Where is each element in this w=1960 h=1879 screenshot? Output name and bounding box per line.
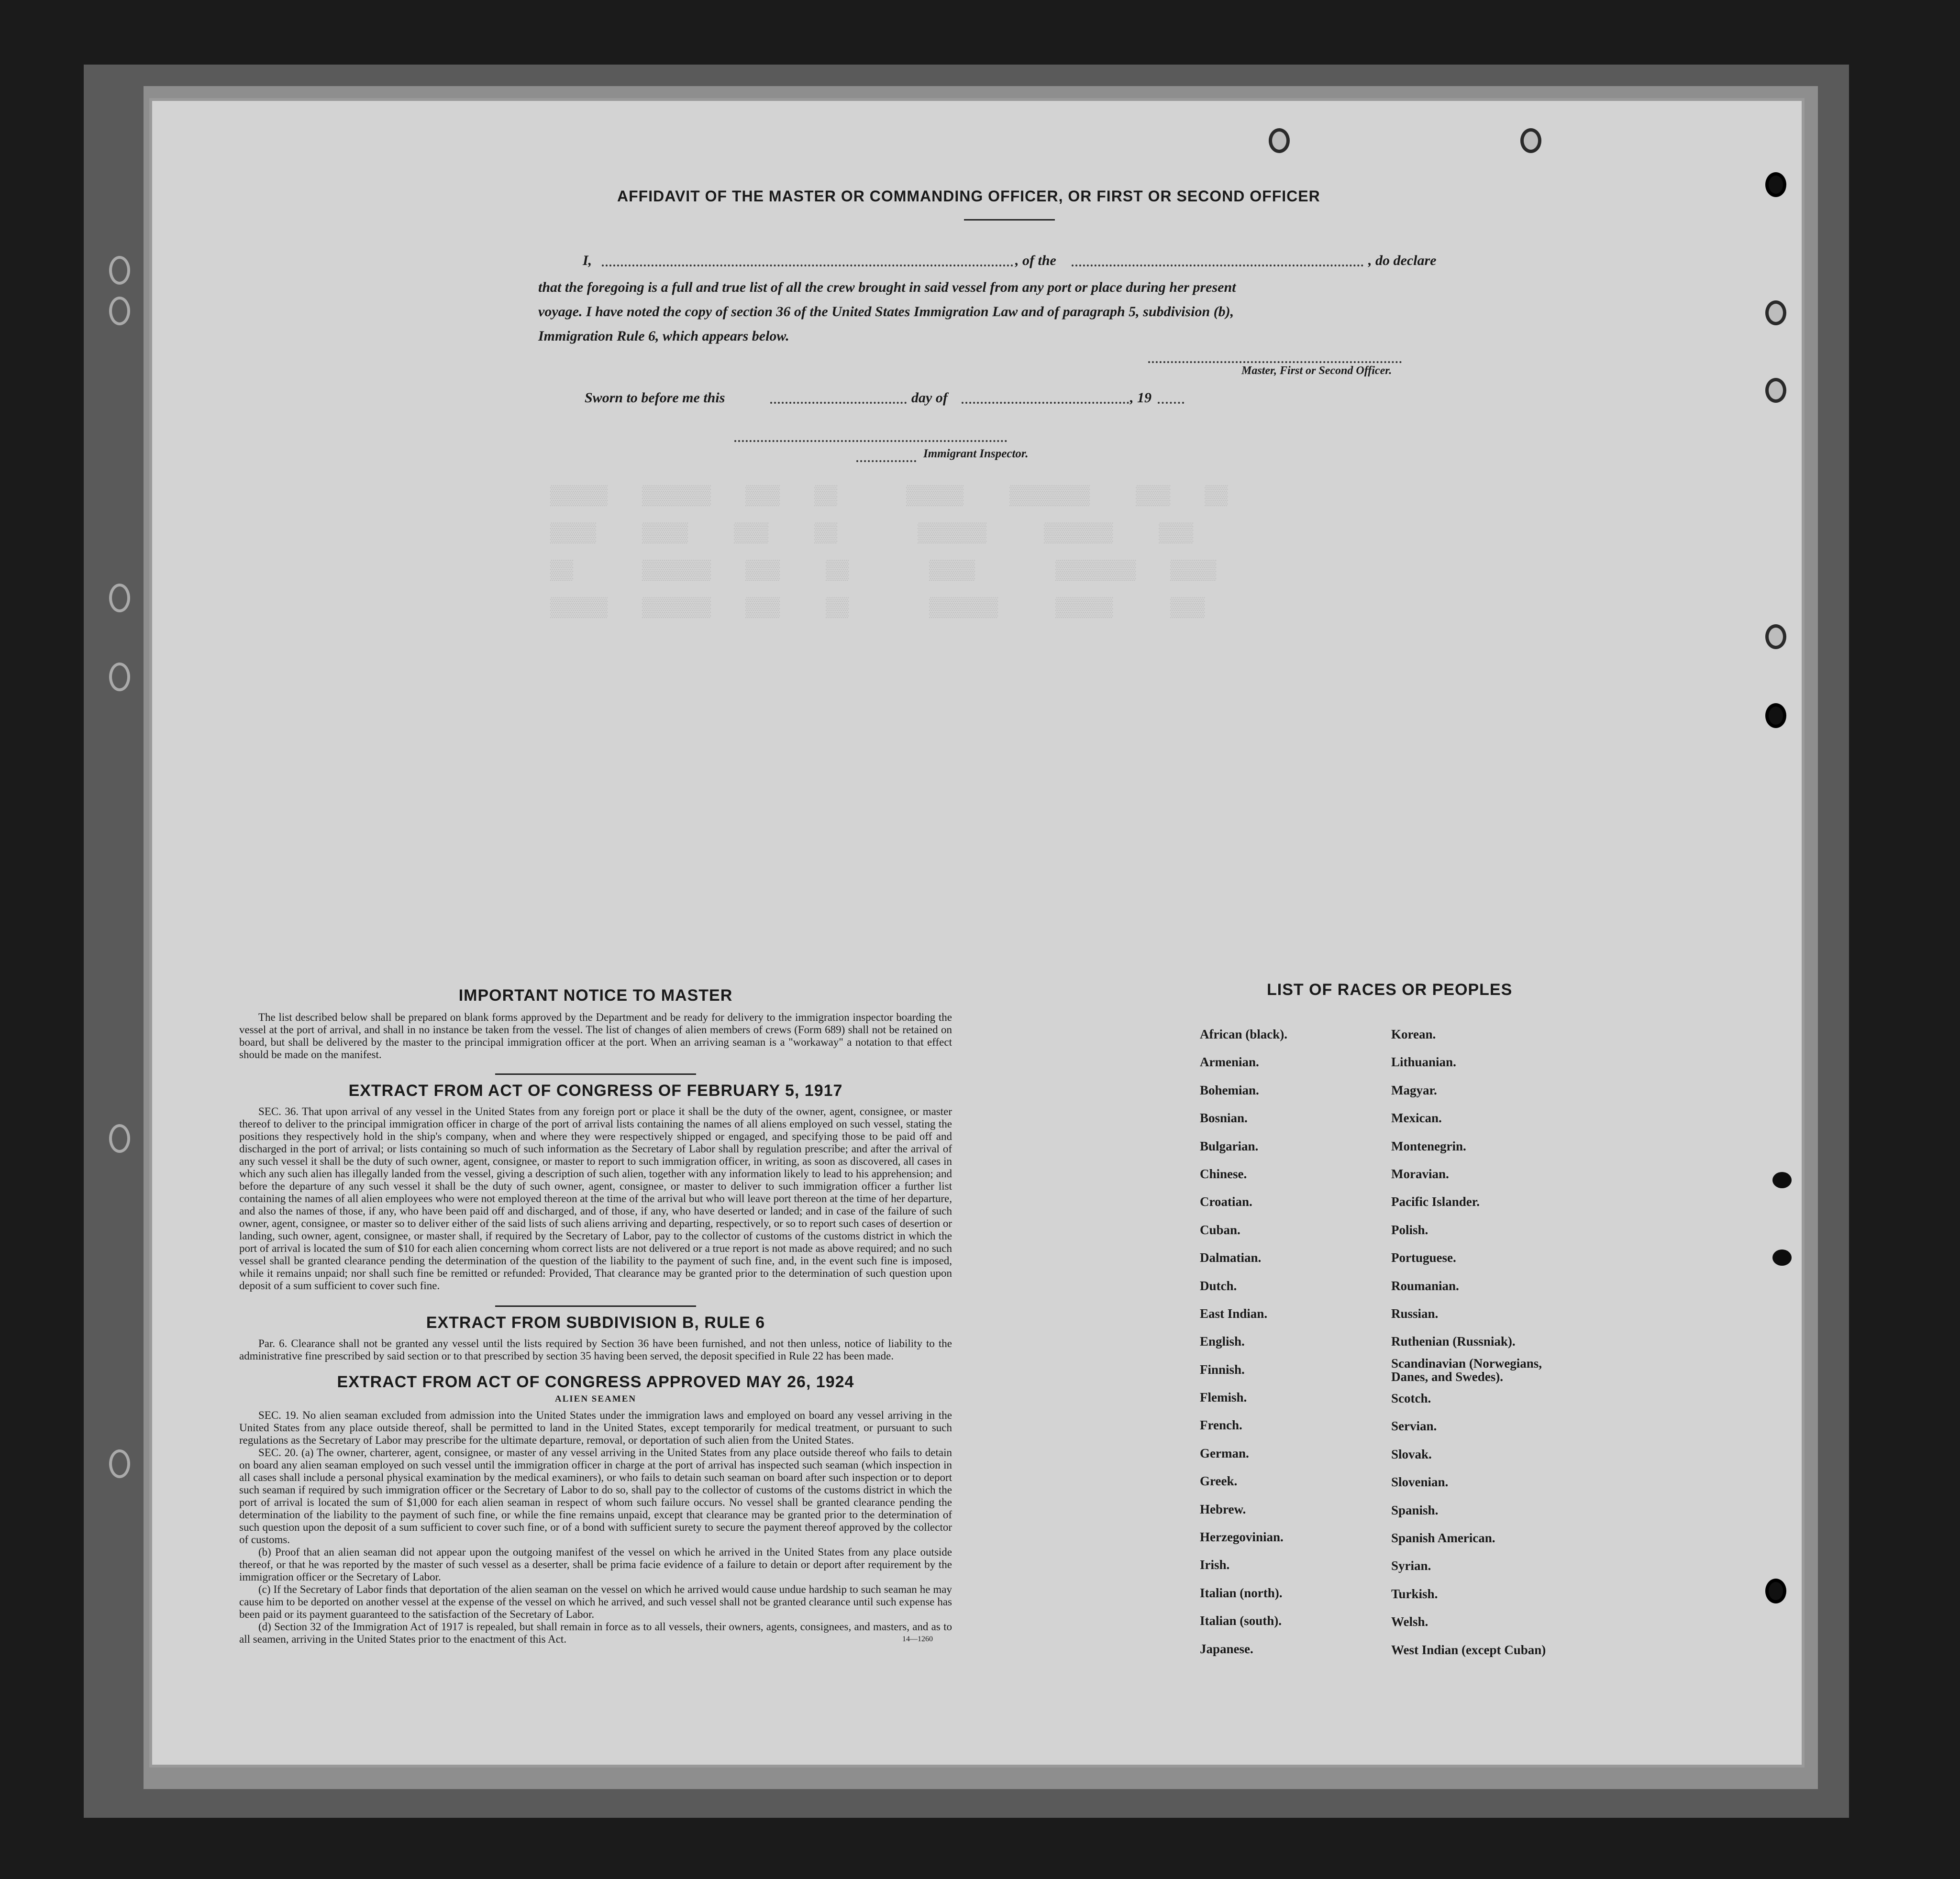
form-number: 14—1260: [902, 1635, 933, 1643]
sec20a-body: SEC. 20. (a) The owner, charterer, agent, consignee, or master of any vessel arriving in the United States from any place outside thereof who fails to detain on board any alien seaman employed on such vessel until the immigration officer in charge at the port of arrival has inspected such seaman (which inspection in all cases shall include a personal physical examination by the medical examiners), or who fails to detain such seaman on board after such inspection or to deport such seaman if required by such immigration officer or the Secretary of Labor to do so, shall pay to the collector of customs of the customs district in which the port of arrival is located the sum of $1,000 for each alien seaman in respect of whom such failure occurs. No vessel shall be granted clearance pending the determination of the liability to the payment of such fine, or while the fine remains unpaid, except that clearance may be granted prior to the determination of such question upon the deposit of a sum sufficient to cover such fine, or of a bond with sufficient surety to secure the payment thereof approved by the collector of customs.: [239, 1447, 952, 1546]
punch-hole-icon: [1520, 128, 1541, 153]
race-item: Hebrew.: [1200, 1502, 1246, 1516]
notice-body: The list described below shall be prepared on blank forms approved by the Department and be ready for delivery to the immigration inspector boarding the vessel at the port of arrival, and shall in no instance be taken from the vessel. The list of changes of alien members of crews (Form 689) shall not be retained on board, but shall be delivered by the master to the principal immigration officer at the port. When an arriving seaman is a "workaway" a notation to that effect should be made on the manifest.: [239, 1011, 952, 1061]
affidavit-line-4: Immigration Rule 6, which appears below.: [538, 328, 789, 344]
race-item: Flemish.: [1200, 1390, 1247, 1405]
rule6-body: Par. 6. Clearance shall not be granted any vessel until the lists required by Section 36 have been furnished, and not then unless, notice of liability to the administrative fine prescribed by said section or to that prescribed by section 35 having been served, the deposit specified in Rule 22 has been made.: [239, 1337, 952, 1362]
binder-hole-icon: [109, 1449, 130, 1478]
race-item: Pacific Islander.: [1391, 1194, 1480, 1209]
section-rule: [495, 1305, 696, 1307]
notice-title: IMPORTANT NOTICE TO MASTER: [458, 986, 733, 1005]
race-item: Greek.: [1200, 1474, 1238, 1489]
extract-1924-title: EXTRACT FROM ACT OF CONGRESS APPROVED MAY 26, 1924: [337, 1373, 854, 1391]
race-item: Moravian.: [1391, 1166, 1449, 1181]
race-item: Ruthenian (Russniak).: [1391, 1334, 1516, 1349]
race-item: Bosnian.: [1200, 1111, 1248, 1126]
sworn-label: Sworn to before me this: [585, 390, 725, 406]
race-item: Bohemian.: [1200, 1083, 1259, 1097]
punch-hole-icon: [1765, 1579, 1786, 1603]
binder-hole-icon: [109, 256, 130, 285]
sec19-body: SEC. 19. No alien seaman excluded from admission into the United States under the immigration laws and employed on board any vessel arriving in the United States from any place outside thereof, shall be permitted to land in the United States, except temporarily for medical treatment, or pursuant to such regulations as the Secretary of Labor may prescribe for the ultimate departure, removal, or deportation of such alien from the United States.: [239, 1409, 952, 1446]
punch-hole-icon: [1772, 1249, 1792, 1266]
of-the-label: , of the: [1015, 253, 1056, 268]
race-item: Roumanian.: [1391, 1278, 1459, 1293]
race-item: Irish.: [1200, 1558, 1230, 1572]
binder-hole-icon: [109, 584, 130, 612]
affidavit-i-label: I,: [583, 253, 592, 268]
races-title: LIST OF RACES OR PEOPLES: [1267, 981, 1513, 999]
affidavit-body: [538, 275, 1495, 348]
binder-hole-icon: [109, 1124, 130, 1153]
binder-hole-icon: [109, 663, 130, 691]
race-item: Croatian.: [1200, 1194, 1252, 1209]
race-item: Italian (south).: [1200, 1614, 1282, 1628]
race-item: Montenegrin.: [1391, 1138, 1466, 1153]
punch-hole-icon: [1772, 1172, 1792, 1188]
extract-1917-body: SEC. 36. That upon arrival of any vessel in the United States from any foreign port or place it shall be the duty of the owner, agent, consignee, or master thereof to deliver to the principal immigration officer in charge of the port of arrival lists containing the names of all aliens employed on such vessel, stating the positions they respectively hold in the ship's company, when and where they were respectively shipped or engaged, and specifying those to be paid off and discharged in the port of arrival; or lists containing so much of such information as the Secretary of Labor shall by regulation prescribe; and after the arrival of any such vessel it shall be the duty of such owner, agent, consignee, or master to report to such immigration officer, in writing, as soon as discovered, all cases in which any such alien has illegally landed from the vessel, giving a description of such alien, together with any information likely to lead to his apprehension; and before the departure of any such vessel it shall be the duty of such owner, agent, consignee, or master to deliver to such immigration officer a further list containing the names of all alien employees who were not employed thereon at the time of the arrival but who will leave port thereon at the time of her departure, and also the names of those, if any, who have been paid off and discharged, and of those, if any, who have deserted or landed; and in case of the failure of such owner, agent, consignee, or master so to deliver either of the said lists of such aliens arriving and departing, respectively, or so to report such cases of desertion or landing, such owner, agent, consignee, or master shall, if required by the Secretary of Labor, pay to the collector of customs of the customs district in which the port of arrival is located the sum of $10 for each alien concerning whom correct lists are not delivered or a true report is not made as above required; and no such vessel shall be granted clearance pending the determination of the question of the liability to the payment of such fine, and, in the event such fine is imposed, while it remains unpaid; nor shall such fine be remitted or refunded: Provided, That clearance may be granted prior to the determination of such question upon deposit of a sum sufficient to cover such fine.: [239, 1105, 952, 1292]
race-item: Portuguese.: [1391, 1250, 1456, 1265]
race-item: Lithuanian.: [1391, 1055, 1456, 1070]
race-item: Servian.: [1391, 1419, 1437, 1434]
races-right-column: [1391, 1020, 1563, 1664]
race-item: Spanish.: [1391, 1503, 1439, 1517]
sworn-month-line[interactable]: [962, 402, 1129, 404]
bleed-through-texture: ▒▒▒▒▒ ▒▒▒▒▒▒ ▒▒▒ ▒▒ ▒▒▒▒▒ ▒▒▒▒▒▒▒ ▒▒▒ ▒▒ ▒▒▒▒ ▒▒▒▒ ▒▒▒ ▒▒ ▒▒▒▒▒▒ ▒▒▒▒▒▒ ▒▒▒ ▒▒ ▒▒▒▒▒▒ ▒▒▒ ▒▒ ▒▒▒▒ ▒▒▒▒▒▒▒ ▒▒▒▒ ▒▒▒▒▒ ▒▒▒▒▒▒ ▒▒▒ ▒▒ ▒▒▒▒▒▒ ▒▒▒▒▒ ▒▒▒: [550, 486, 1228, 619]
name-blank-line[interactable]: [602, 265, 1013, 266]
race-item: Dalmatian.: [1200, 1250, 1262, 1265]
race-item: Herzegovinian.: [1200, 1530, 1284, 1545]
binder-hole-icon: [109, 297, 130, 325]
punch-hole-icon: [1765, 378, 1786, 403]
race-item: African (black).: [1200, 1027, 1287, 1041]
punch-hole-icon: [1765, 172, 1786, 197]
punch-hole-icon: [1765, 300, 1786, 325]
race-item: Dutch.: [1200, 1278, 1237, 1293]
race-item: Polish.: [1391, 1222, 1428, 1237]
section-rule: [495, 1073, 696, 1075]
race-item: Magyar.: [1391, 1083, 1437, 1097]
race-item: Scandinavian (Norwegians, Danes, and Swedes).: [1391, 1356, 1542, 1384]
master-signature-line[interactable]: [1148, 361, 1402, 363]
race-item: Syrian.: [1391, 1558, 1431, 1573]
affidavit-line-2: that the foregoing is a full and true list of all the crew brought in said vessel from any port or place during her present: [538, 279, 1236, 295]
race-item: French.: [1200, 1418, 1242, 1433]
race-item: Finnish.: [1200, 1362, 1245, 1377]
sec20d-body: (d) Section 32 of the Immigration Act of 1917 is repealed, but shall remain in force as to all vessels, their owners, agents, consignees, and masters, and as to all seamen, arriving in the United States prior to the enactment of this Act.: [239, 1621, 952, 1645]
alien-seamen-subtitle: ALIEN SEAMEN: [554, 1394, 637, 1404]
race-item: West Indian (except Cuban): [1391, 1642, 1546, 1657]
race-item: Scotch.: [1391, 1391, 1431, 1406]
affidavit-title: AFFIDAVIT OF THE MASTER OR COMMANDING OFFICER, OR FIRST OR SECOND OFFICER: [617, 188, 1320, 205]
punch-hole-icon: [1765, 624, 1786, 649]
race-item: Slovenian.: [1391, 1475, 1449, 1490]
master-signature-label: Master, First or Second Officer.: [1241, 365, 1392, 377]
sworn-day-line[interactable]: [770, 402, 907, 404]
year-label: , 19: [1130, 390, 1152, 406]
inspector-dots: [856, 460, 916, 462]
race-item: Russian.: [1391, 1306, 1439, 1321]
inspector-label: Immigrant Inspector.: [923, 447, 1029, 460]
sec20b-body: (b) Proof that an alien seaman did not appear upon the outgoing manifest of the vessel on which he arrived in the United States from any place outside thereof, or that he was reported by the master of such vessel as a deserter, shall be prima facie evidence of a failure to detain or deport after requirement by the immigration officer or the Secretary of Labor.: [239, 1546, 952, 1583]
vessel-blank-line[interactable]: [1072, 265, 1363, 266]
race-item: Chinese.: [1200, 1166, 1247, 1181]
sec20c-body: (c) If the Secretary of Labor finds that deportation of the alien seaman on the vessel on which he arrived would cause undue hardship to such seaman he may cause him to be deported on another vessel at the expense of the vessel on which he arrived, and such vessel shall not be granted clearance until such expense has been paid or its payment guaranteed to the satisfaction of the Secretary of Labor.: [239, 1583, 952, 1620]
punch-hole-icon: [1765, 703, 1786, 728]
rule6-title: EXTRACT FROM SUBDIVISION B, RULE 6: [426, 1314, 765, 1332]
do-declare-label: , do declare: [1368, 253, 1437, 268]
race-item: Spanish American.: [1391, 1531, 1495, 1546]
race-item: Korean.: [1391, 1027, 1436, 1041]
inspector-signature-line[interactable]: [734, 440, 1007, 442]
affidavit-line-3: voyage. I have noted the copy of section 36 of the United States Immigration Law and of paragraph 5, subdivision (b),: [538, 304, 1234, 320]
race-item: English.: [1200, 1334, 1245, 1349]
race-item: East Indian.: [1200, 1306, 1268, 1321]
extract-1917-title: EXTRACT FROM ACT OF CONGRESS OF FEBRUARY 5, 1917: [348, 1082, 843, 1100]
race-item: Italian (north).: [1200, 1585, 1283, 1600]
races-left-column: [1200, 1020, 1287, 1663]
race-item: Slovak.: [1391, 1447, 1432, 1461]
race-item: Bulgarian.: [1200, 1138, 1259, 1153]
day-of-label: day of: [911, 390, 948, 406]
race-item: Armenian.: [1200, 1055, 1259, 1070]
race-item: Cuban.: [1200, 1222, 1240, 1237]
title-rule: [964, 219, 1055, 221]
race-item: Japanese.: [1200, 1641, 1253, 1656]
race-item: German.: [1200, 1446, 1249, 1460]
sworn-year-line[interactable]: [1158, 402, 1184, 404]
punch-hole-icon: [1269, 128, 1290, 153]
race-item: Turkish.: [1391, 1586, 1438, 1601]
race-item: Mexican.: [1391, 1111, 1442, 1126]
race-item: Welsh.: [1391, 1614, 1428, 1629]
notices-column: [239, 986, 952, 1644]
